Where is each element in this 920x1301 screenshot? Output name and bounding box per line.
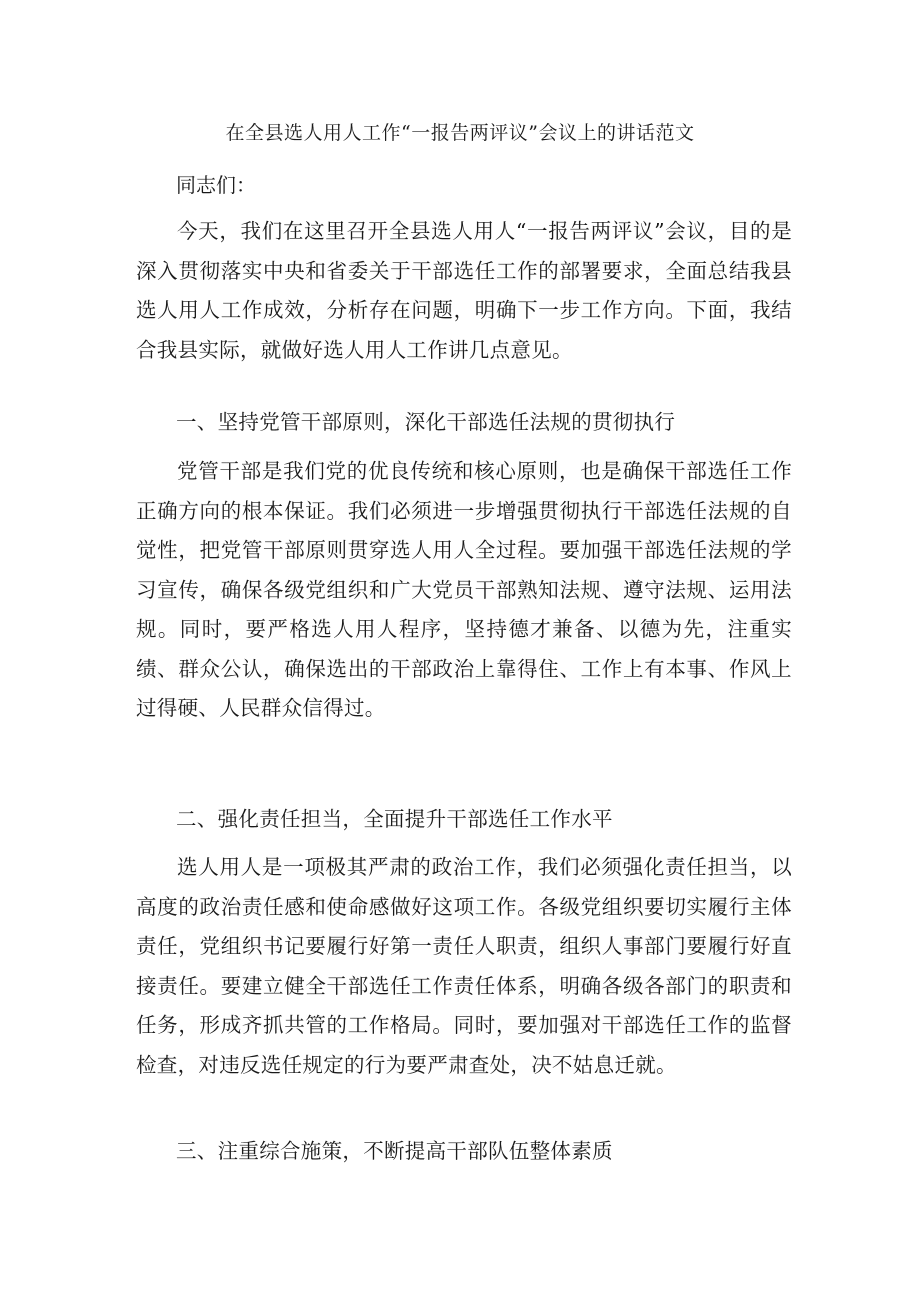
section-heading-1: 一、坚持党管干部原则，深化干部选任法规的贯彻执行	[176, 410, 676, 434]
document-title: 在全县选人用人工作“一报告两评议”会议上的讲话范文	[225, 122, 695, 144]
section-body-1: 党管干部是我们党的优良传统和核心原则，也是确保干部选任工作正确方向的根本保证。我们必须进一步增强贯彻执行干部选任法规的自觉性，把党管干部原则贯穿选人用人全过程。要加强干部选任法规的学习宣传，确保各级党组织和广大党员干部熟知法规、遵守法规、运用法规。同时，要严格选人用人程序，坚持德才兼备、以德为先，注重实绩、群众公认，确保选出的干部政治上靠得住、工作上有本事、作风上过得硬、人民群众信得过。	[136, 459, 792, 720]
section-body-2: 选人用人是一项极其严肃的政治工作，我们必须强化责任担当，以高度的政治责任感和使命感做好这项工作。各级党组织要切实履行主体责任，党组织书记要履行好第一责任人职责，组织人事部门要履行好直接责任。要建立健全干部选任工作责任体系，明确各级各部门的职责和任务，形成齐抓共管的工作格局。同时，要加强对干部选任工作的监督检查，对违反选任规定的行为要严肃查处，决不姑息迁就。	[136, 855, 792, 1077]
salutation: 同志们：	[176, 173, 256, 197]
intro-paragraph: 今天，我们在这里召开全县选人用人“一报告两评议”会议，目的是深入贯彻落实中央和省委关于干部选任工作的部署要求，全面总结我县选人用人工作成效，分析存在问题，明确下一步工作方向。下面，我结合我县实际，就做好选人用人工作讲几点意见。	[136, 219, 792, 362]
section-heading-2: 二、强化责任担当，全面提升干部选任工作水平	[176, 807, 613, 831]
section-heading-3: 三、注重综合施策，不断提高干部队伍整体素质	[176, 1139, 613, 1163]
